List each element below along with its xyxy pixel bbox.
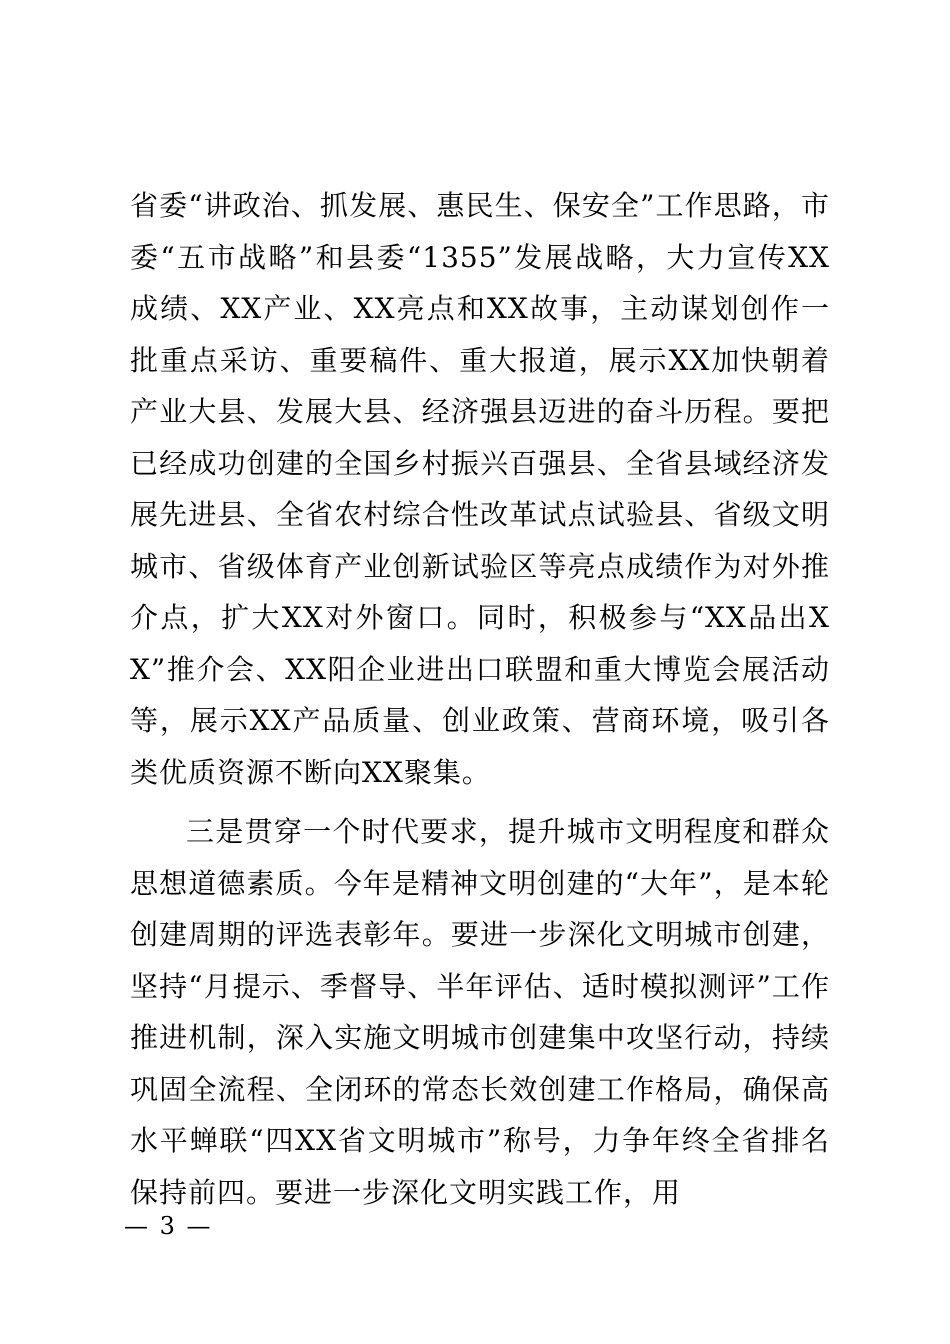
body-text (130, 180, 830, 1218)
paragraph-section-three: 三是贯穿一个时代要求，提升城市文明程度和群众思想道德素质。今年是精神文明创建的“大年”，是本轮创建周期的评选表彰年。要进一步深化文明城市创建，坚持“月提示、季督导、半年评估、适时模拟测评”工作推进机制，深入实施文明城市创建集中攻坚行动，持续巩固全流程、全闭环的常态长效创建工作格局，确保高水平蝉联“四XX省文明城市”称号，力争年终全省排名保持前四。要进一步深化文明实践工作，用 (130, 815, 830, 1209)
page-number: — 3 — (124, 1212, 213, 1240)
paragraph-continuation: 省委“讲政治、抓发展、惠民生、保安全”工作思路，市委“五市战略”和县委“1355”发展战略，大力宣传XX成绩、XX产业、XX亮点和XX故事，主动谋划创作一批重点采访、重要稿件、重大报道，展示XX加快朝着产业大县、发展大县、经济强县迈进的奋斗历程。要把已经成功创建的全国乡村振兴百强县、全省县域经济发展先进县、全省农村综合性改革试点试验县、省级文明城市、省级体育产业创新试验区等亮点成绩作为对外推介点，扩大XX对外窗口。同时，积极参与“XX品出XX”推介会、XX阳企业进出口联盟和重大博览会展活动等，展示XX产品质量、创业政策、营商环境，吸引各类优质资源不断向XX聚集。 (130, 189, 830, 789)
